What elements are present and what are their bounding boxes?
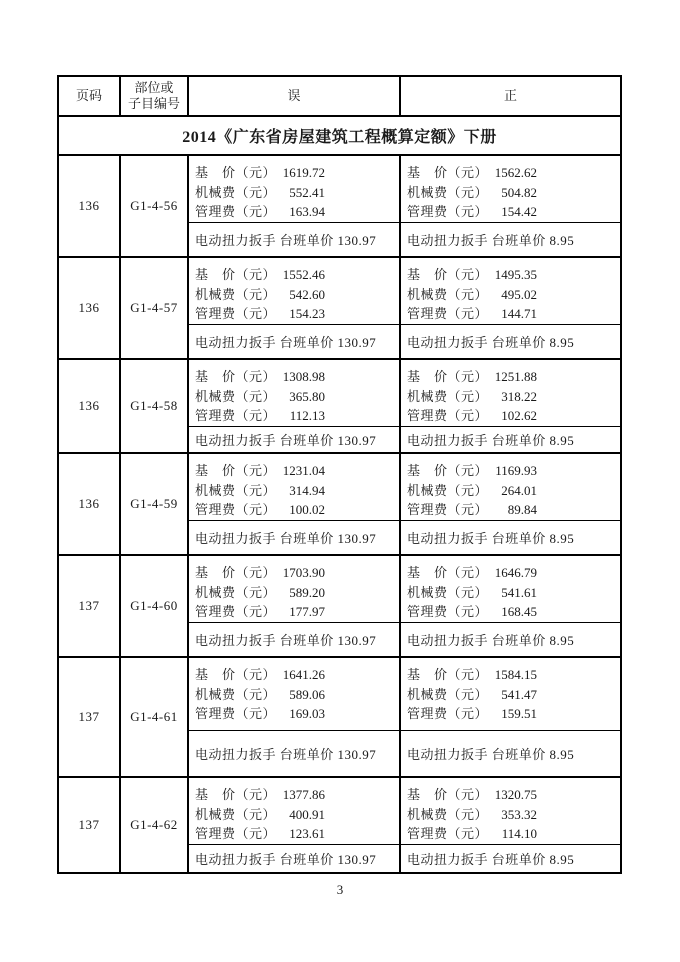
table-row: [59, 256, 620, 358]
fee-line: [407, 202, 537, 222]
wrong-cell: [187, 156, 399, 256]
fee-value: 541.47: [501, 686, 537, 702]
fee-list: [189, 556, 399, 623]
fee-value: 163.94: [289, 204, 325, 219]
correction-note: 电动扭力扳手 台班单价 8.95: [407, 232, 575, 248]
header-correct-label: 正: [503, 88, 517, 103]
correction-note: 电动扭力扳手 台班单价 8.95: [407, 747, 575, 763]
fee-list: [401, 658, 620, 731]
fee-line: [407, 461, 537, 481]
fee-line: [195, 583, 325, 603]
fee-line: [195, 285, 325, 305]
header-item-label-line1: 部位或: [134, 80, 174, 95]
fee-value: 1552.46: [282, 267, 325, 282]
fee-value: 541.61: [501, 584, 537, 600]
fee-value: 318.22: [501, 388, 537, 404]
fee-line: [407, 481, 537, 501]
correct-cell: [399, 778, 620, 872]
fee-value: 100.02: [289, 502, 325, 517]
fee-line: [407, 785, 537, 805]
fee-line: [407, 602, 537, 622]
wrong-cell: [187, 454, 399, 554]
book-title: 2014《广东省房屋建筑工程概算定额》下册: [182, 129, 497, 146]
fee-label: 机械费（元）: [407, 584, 489, 600]
page-footer: [0, 882, 680, 898]
fee-label: 机械费（元）: [195, 388, 277, 404]
fee-line: [407, 805, 537, 825]
fee-list: [189, 658, 399, 731]
fee-label: 管理费（元）: [407, 604, 489, 619]
header-item-col: [119, 77, 187, 115]
fee-line: [407, 265, 537, 285]
item-code-cell: G1-4-58: [119, 360, 187, 452]
correction-note: 电动扭力扳手 台班单价 8.95: [407, 632, 575, 648]
fee-label: 管理费（元）: [195, 604, 277, 619]
fee-list: [401, 360, 620, 427]
table-body: [59, 154, 620, 872]
table-row: [59, 554, 620, 656]
table-row: [59, 358, 620, 452]
fee-label: 管理费（元）: [195, 408, 277, 423]
correct-cell: [399, 360, 620, 452]
fee-line: [407, 704, 537, 724]
fee-value: 1308.98: [282, 369, 325, 384]
fee-line: [195, 785, 325, 805]
fee-line: [195, 387, 325, 407]
fee-value: 365.80: [289, 388, 325, 404]
fee-label: 管理费（元）: [407, 502, 489, 517]
fee-value: 542.60: [289, 286, 325, 302]
fee-value: 504.82: [501, 184, 537, 200]
correction-note: 电动扭力扳手 台班单价 130.97: [195, 530, 377, 546]
table-row: [59, 452, 620, 554]
fee-list: [189, 258, 399, 325]
page-number-cell: 136: [78, 398, 100, 413]
correction-note: 电动扭力扳手 台班单价 130.97: [195, 432, 377, 448]
correction-note: 电动扭力扳手 台班单价 130.97: [195, 232, 377, 248]
correction-note: 电动扭力扳手 台班单价 130.97: [195, 747, 377, 763]
fee-label: 基 价（元）: [407, 667, 489, 682]
table-row: [59, 656, 620, 776]
fee-line: [407, 563, 537, 583]
fee-value: 1377.86: [282, 787, 325, 802]
fee-line: [407, 583, 537, 603]
table-row: [59, 776, 620, 872]
errata-table: [57, 75, 622, 874]
fee-value: 1169.93: [495, 463, 537, 478]
fee-label: 机械费（元）: [195, 584, 277, 600]
correction-note: 电动扭力扳手 台班单价 8.95: [407, 530, 575, 546]
fee-value: 154.42: [501, 204, 537, 219]
fee-value: 102.62: [501, 408, 537, 423]
page-number-cell: 136: [78, 198, 100, 213]
fee-label: 基 价（元）: [407, 165, 489, 180]
correct-cell: [399, 258, 620, 358]
fee-label: 基 价（元）: [195, 165, 277, 180]
fee-line: [195, 602, 325, 622]
fee-line: [195, 704, 325, 724]
item-code-cell: G1-4-56: [119, 156, 187, 256]
fee-value: 114.10: [501, 826, 537, 841]
wrong-cell: [187, 556, 399, 656]
fee-value: 1320.75: [494, 787, 537, 802]
fee-line: [195, 163, 325, 183]
fee-list: [401, 258, 620, 325]
fee-label: 管理费（元）: [407, 706, 489, 721]
correct-cell: [399, 658, 620, 776]
fee-label: 机械费（元）: [407, 686, 489, 702]
correction-note: 电动扭力扳手 台班单价 8.95: [407, 334, 575, 350]
correct-cell: [399, 556, 620, 656]
item-code-cell: G1-4-60: [119, 556, 187, 656]
fee-value: 1562.62: [494, 165, 537, 180]
fee-list: [189, 778, 399, 845]
fee-label: 管理费（元）: [195, 502, 277, 517]
fee-value: 1646.79: [494, 565, 537, 580]
header-correct-col: [399, 77, 620, 115]
fee-line: [407, 285, 537, 305]
fee-label: 机械费（元）: [407, 184, 489, 200]
fee-value: 144.71: [501, 306, 537, 321]
fee-label: 机械费（元）: [195, 482, 277, 498]
fee-value: 314.94: [289, 482, 325, 498]
fee-value: 1703.90: [282, 565, 325, 580]
page-number-cell: 137: [78, 817, 100, 832]
fee-list: [189, 454, 399, 521]
fee-label: 机械费（元）: [407, 806, 489, 822]
fee-value: 177.97: [289, 604, 325, 619]
fee-label: 管理费（元）: [407, 204, 489, 219]
header-item-label-line2: 子目编号: [127, 96, 180, 111]
book-title-row: [59, 115, 620, 154]
fee-line: [407, 685, 537, 705]
fee-line: [407, 665, 537, 685]
fee-line: [195, 202, 325, 222]
fee-value: 168.45: [501, 604, 537, 619]
fee-label: 机械费（元）: [195, 806, 277, 822]
fee-line: [407, 824, 537, 844]
fee-label: 基 价（元）: [195, 787, 277, 802]
wrong-cell: [187, 360, 399, 452]
correct-cell: [399, 156, 620, 256]
correction-note: 电动扭力扳手 台班单价 130.97: [195, 334, 377, 350]
fee-line: [195, 805, 325, 825]
fee-line: [195, 304, 325, 324]
fee-line: [195, 481, 325, 501]
wrong-cell: [187, 258, 399, 358]
wrong-cell: [187, 658, 399, 776]
header-page-label: 页码: [75, 88, 102, 103]
fee-label: 管理费（元）: [195, 706, 277, 721]
correct-cell: [399, 454, 620, 554]
fee-label: 基 价（元）: [195, 463, 277, 478]
fee-line: [195, 461, 325, 481]
fee-label: 基 价（元）: [407, 369, 489, 384]
fee-value: 1231.04: [282, 463, 325, 478]
fee-value: 89.84: [507, 502, 537, 517]
fee-value: 169.03: [289, 706, 325, 721]
fee-line: [195, 824, 325, 844]
fee-list: [401, 556, 620, 623]
fee-label: 基 价（元）: [195, 565, 277, 580]
item-code-cell: G1-4-62: [119, 778, 187, 872]
wrong-cell: [187, 778, 399, 872]
fee-list: [401, 454, 620, 521]
fee-line: [195, 367, 325, 387]
fee-line: [407, 163, 537, 183]
fee-label: 机械费（元）: [407, 482, 489, 498]
fee-label: 管理费（元）: [195, 306, 277, 321]
header-page-col: [59, 77, 119, 115]
item-code-cell: G1-4-59: [119, 454, 187, 554]
page-number-cell: 136: [78, 300, 100, 315]
fee-value: 264.01: [501, 482, 537, 498]
header-wrong-col: [187, 77, 399, 115]
fee-value: 1641.26: [282, 667, 325, 682]
correction-note: 电动扭力扳手 台班单价 8.95: [407, 851, 575, 867]
fee-label: 管理费（元）: [195, 204, 277, 219]
fee-line: [195, 183, 325, 203]
fee-line: [195, 265, 325, 285]
page-number-cell: 136: [78, 496, 100, 511]
fee-label: 基 价（元）: [407, 787, 489, 802]
fee-line: [407, 500, 537, 520]
fee-value: 159.51: [501, 706, 537, 721]
fee-label: 管理费（元）: [407, 408, 489, 423]
fee-value: 112.13: [289, 408, 325, 423]
fee-value: 1584.15: [494, 667, 537, 682]
fee-list: [189, 156, 399, 223]
fee-line: [407, 387, 537, 407]
page-number-cell: 137: [78, 709, 100, 724]
fee-label: 管理费（元）: [407, 306, 489, 321]
correction-note: 电动扭力扳手 台班单价 130.97: [195, 851, 377, 867]
fee-line: [195, 665, 325, 685]
correction-note: 电动扭力扳手 台班单价 8.95: [407, 432, 575, 448]
fee-line: [407, 367, 537, 387]
fee-value: 123.61: [289, 826, 325, 841]
fee-list: [189, 360, 399, 427]
fee-label: 基 价（元）: [407, 267, 489, 282]
fee-value: 1619.72: [282, 165, 325, 180]
fee-line: [407, 304, 537, 324]
fee-line: [407, 183, 537, 203]
fee-label: 基 价（元）: [195, 369, 277, 384]
fee-label: 机械费（元）: [407, 388, 489, 404]
fee-line: [195, 563, 325, 583]
fee-label: 机械费（元）: [195, 286, 277, 302]
fee-label: 基 价（元）: [407, 463, 489, 478]
fee-value: 154.23: [289, 306, 325, 321]
fee-list: [401, 156, 620, 223]
fee-label: 机械费（元）: [407, 286, 489, 302]
fee-list: [401, 778, 620, 845]
fee-line: [195, 500, 325, 520]
fee-label: 基 价（元）: [407, 565, 489, 580]
correction-note: 电动扭力扳手 台班单价 130.97: [195, 632, 377, 648]
fee-label: 基 价（元）: [195, 267, 277, 282]
header-wrong-label: 误: [287, 88, 301, 103]
page-number-cell: 137: [78, 598, 100, 613]
fee-line: [195, 406, 325, 426]
fee-label: 机械费（元）: [195, 686, 277, 702]
item-code-cell: G1-4-61: [119, 658, 187, 776]
fee-value: 1495.35: [494, 267, 537, 282]
fee-label: 机械费（元）: [195, 184, 277, 200]
fee-line: [195, 685, 325, 705]
fee-value: 589.20: [289, 584, 325, 600]
item-code-cell: G1-4-57: [119, 258, 187, 358]
fee-value: 495.02: [501, 286, 537, 302]
footer-page-number: 3: [336, 882, 344, 897]
fee-label: 管理费（元）: [407, 826, 489, 841]
table-header-row: [59, 77, 620, 115]
fee-label: 管理费（元）: [195, 826, 277, 841]
fee-value: 1251.88: [494, 369, 537, 384]
fee-line: [407, 406, 537, 426]
fee-label: 基 价（元）: [195, 667, 277, 682]
fee-value: 589.06: [289, 686, 325, 702]
table-row: [59, 154, 620, 256]
fee-value: 353.32: [501, 806, 537, 822]
fee-value: 552.41: [289, 184, 325, 200]
fee-value: 400.91: [289, 806, 325, 822]
